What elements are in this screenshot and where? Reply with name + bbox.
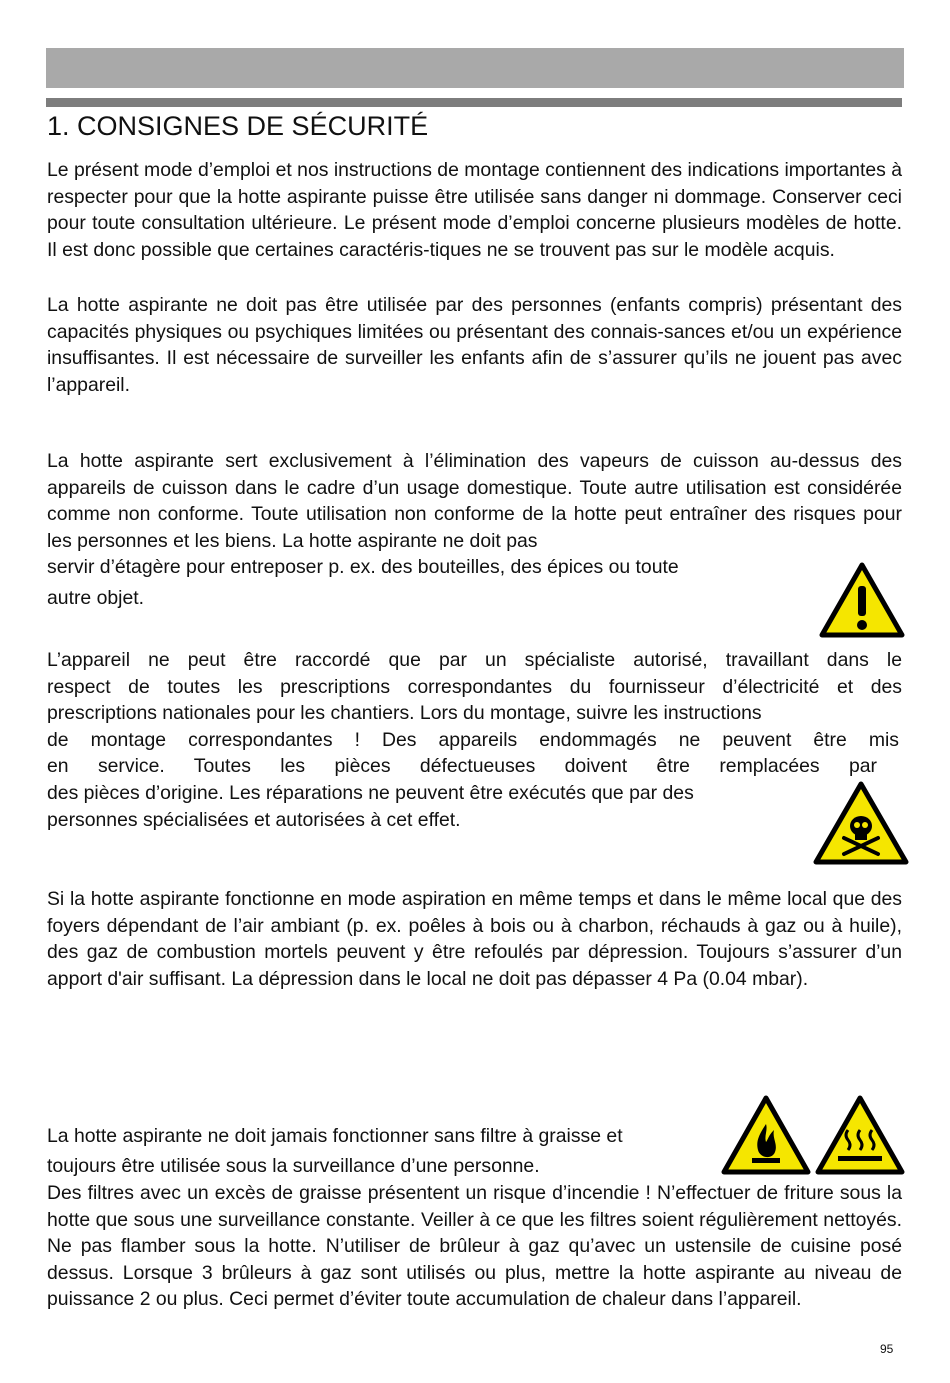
exclamation-warning-icon xyxy=(819,562,905,638)
page-number: 95 xyxy=(880,1342,894,1356)
installation-line-7: personnes spécialisées et autorisées à cet effet. xyxy=(47,808,461,831)
paragraph-intro: Le présent mode d’emploi et nos instructions de montage contiennent des indications importantes à respecter pour que la hotte aspirante puisse être utilisée sans danger ni dommage. Conserver ceci pour toute consultation ultérieure. Le présent mode d’emploi concerne plusieurs modèles de hotte. Il est donc possible que certaines caractéris-tiques ne se trouvent pas sur le modèle acquis. xyxy=(47,159,902,261)
paragraph-combustion: Si la hotte aspirante fonctionne en mode aspiration en même temps et dans le même local que des foyers dépendant de l’air ambiant (p. ex. poêles à bois ou à charbon, réchauds à gaz ou à huile), des gaz de combustion mortels peuvent y être refoulés par dépression. Toujours s’assurer d’un apport d'air suffisant. La dépression dans le local ne doit pas dépasser 4 Pa (0.04 mbar). xyxy=(47,888,902,990)
installation-line-3: prescriptions nationales pour les chantiers. Lors du montage, suivre les instructions xyxy=(47,702,762,725)
installation-line-5: en service. Toutes les pièces défectueuses doivent être remplacées par xyxy=(47,755,877,778)
header-bar xyxy=(46,48,904,88)
filter-line-1: La hotte aspirante ne doit jamais fonctionner sans filtre à graisse et xyxy=(47,1125,623,1147)
paragraph-installation xyxy=(47,647,902,833)
usage-tail-line-1: servir d’étagère pour entreposer p. ex. des bouteilles, des épices ou toute xyxy=(47,556,679,578)
hot-surface-warning-icon xyxy=(814,1094,906,1176)
flame-fire-warning-icon xyxy=(720,1094,812,1176)
paragraph-persons: La hotte aspirante ne doit pas être utilisée par des personnes (enfants compris) présentant des capacités physiques ou psychiques limitées ou présentant des connais-sances et/ou un expérience insuffisantes. Il est nécessaire de surveiller les enfants afin de s’assurer qu’ils ne jouent pas avec l’appareil. xyxy=(47,294,902,396)
paragraph-fire-risk: Des filtres avec un excès de graisse présentent un risque d’incendie ! N’effectuer de friture sous la hotte que sous une surveillance constante. Veiller à ce que les filtres soient régulièrement nettoyés. Ne pas flamber sous la hotte. N’utiliser de brûleur à gaz qu’avec un ustensile de cuisine posé dessus. Lorsque 3 brûleurs à gaz sont utilisés ou plus, mettre la hotte aspirante au niveau de puissance 2 ou plus. Ceci permet d’éviter toute accumulation de chaleur dans l’appareil. xyxy=(47,1182,902,1311)
header-rule xyxy=(46,98,902,107)
filter-line-2: toujours être utilisée sous la surveillance d’une personne. xyxy=(47,1154,540,1177)
installation-line-4: de montage correspondantes ! Des appareils endommagés ne peuvent être mis xyxy=(47,728,899,751)
installation-line-1: L’appareil ne peut être raccordé que par un spécialiste autorisé, travaillant dans le xyxy=(47,649,902,671)
installation-line-2: respect de toutes les prescriptions correspondantes du fournisseur d’électricité et des xyxy=(47,675,902,698)
usage-tail-line-2: autre objet. xyxy=(47,586,145,609)
page-title: 1. CONSIGNES DE SÉCURITÉ xyxy=(47,111,429,141)
installation-line-6: des pièces d’origine. Les réparations ne peuvent être exécutés que par des xyxy=(47,781,694,804)
paragraph-filter xyxy=(47,1123,787,1179)
paragraph-usage: La hotte aspirante sert exclusivement à l’élimination des vapeurs de cuisson au-dessus des appareils de cuisson dans le cadre d’un usage domestique. Toute autre utilisation est considérée comme non conforme. Toute utilisation non conforme de la hotte peut entraîner des risques pour les personnes et les biens. La hotte aspirante ne doit pas xyxy=(47,450,902,552)
skull-toxic-warning-icon xyxy=(812,780,910,866)
paragraph-usage-tail xyxy=(47,554,787,611)
